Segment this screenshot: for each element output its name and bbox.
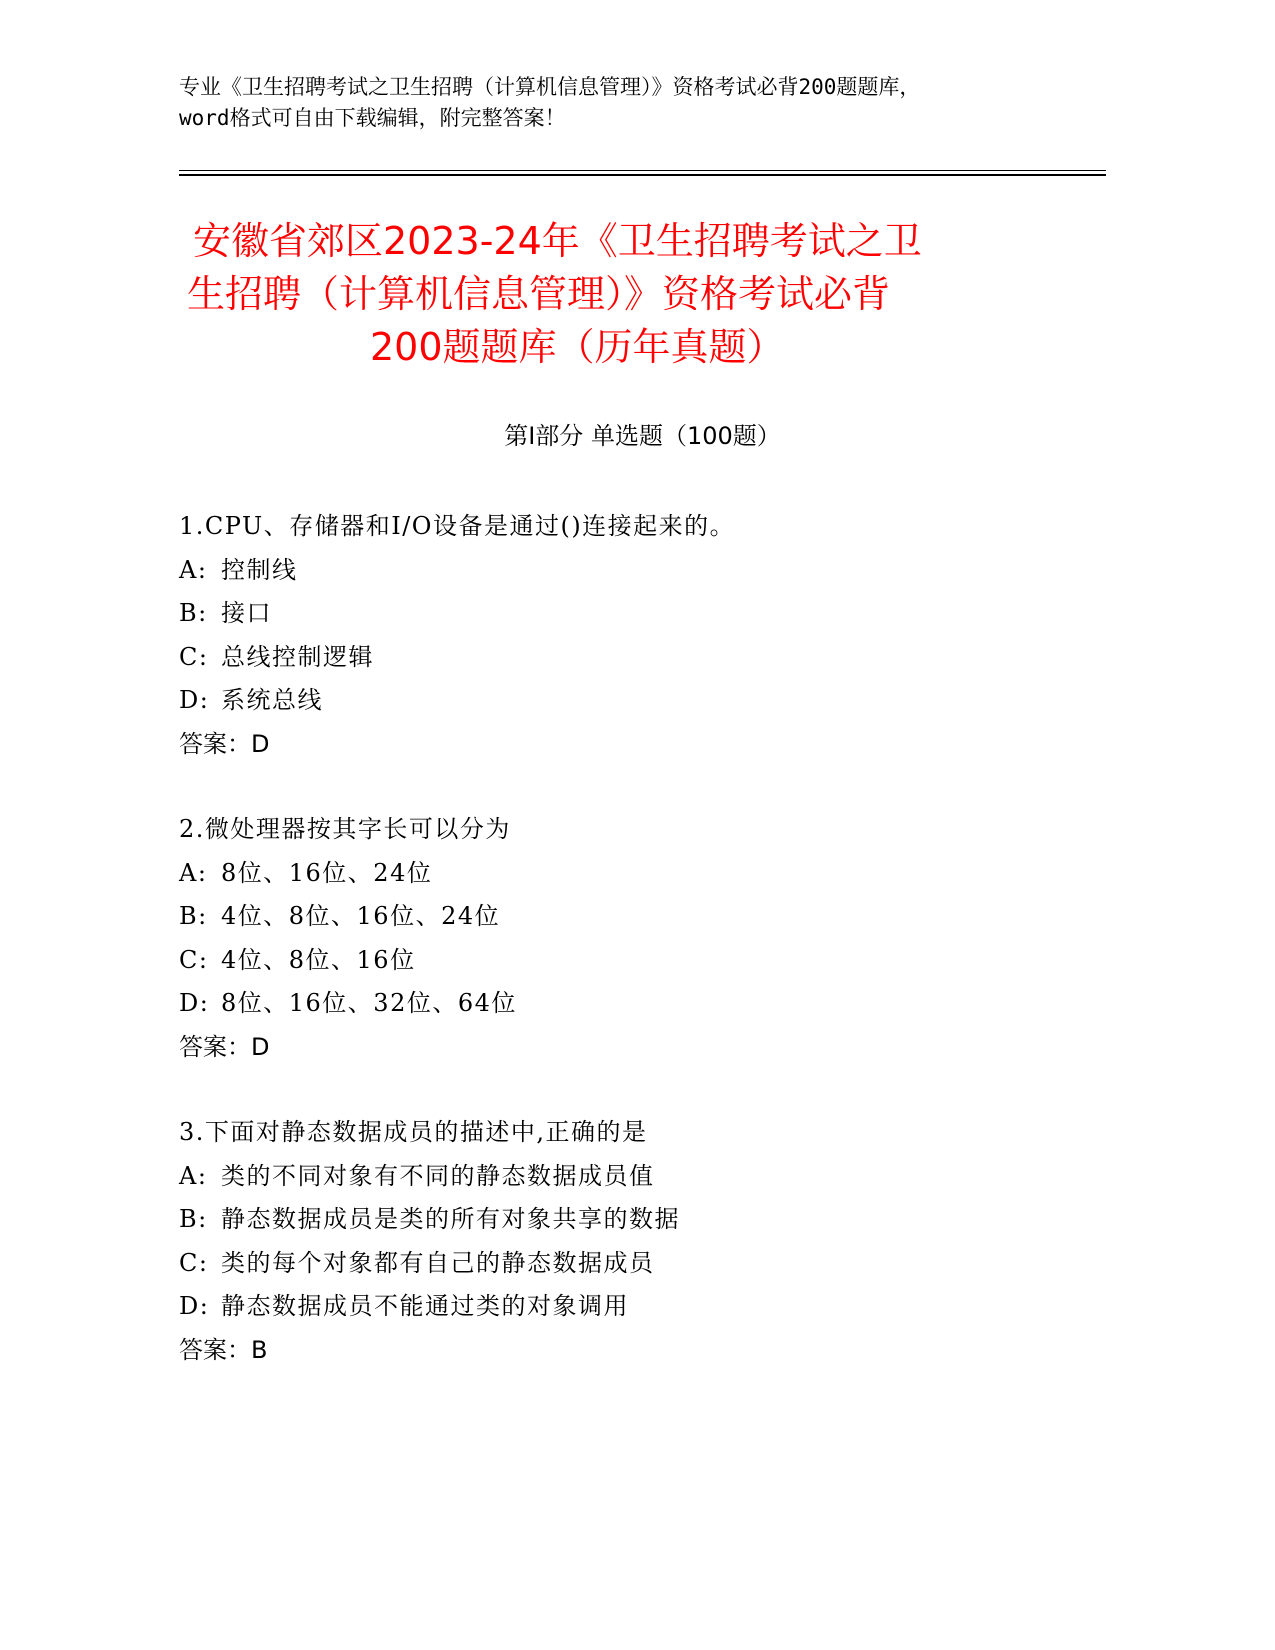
option-d — [179, 679, 1106, 723]
question-stem: 2.微处理器按其字长可以分为 — [179, 815, 511, 843]
option-text: 总线控制逻辑 — [221, 642, 374, 671]
option-letter: C: — [179, 945, 209, 974]
option-text: 静态数据成员是类的所有对象共享的数据 — [221, 1205, 680, 1233]
option-letter: B: — [179, 902, 208, 930]
answer-line: 答案：D — [179, 729, 270, 758]
option-c — [179, 1242, 1106, 1286]
option-letter: D: — [179, 1292, 210, 1320]
question-3 — [179, 1111, 1106, 1372]
question-stem: 3.下面对静态数据成员的描述中,正确的是 — [179, 1118, 648, 1146]
option-b — [179, 1198, 1106, 1242]
section-heading: 第Ⅰ部分 单选题（100题） — [504, 422, 781, 450]
option-b — [179, 895, 1106, 939]
option-text: 类的不同对象有不同的静态数据成员值 — [221, 1161, 655, 1190]
option-letter: D: — [179, 989, 210, 1017]
option-d — [179, 1285, 1106, 1329]
header-divider-thin — [179, 170, 1106, 171]
option-text: 类的每个对象都有自己的静态数据成员 — [221, 1248, 655, 1277]
title-line-2: 生招聘（计算机信息管理）》资格考试必背 — [187, 272, 891, 316]
option-c — [179, 636, 1106, 680]
question-1 — [179, 505, 1106, 766]
option-letter: D: — [179, 686, 210, 714]
intro-line-2: word格式可自由下载编辑，附完整答案！ — [179, 106, 566, 130]
option-a — [179, 852, 1106, 896]
option-letter: A: — [179, 858, 208, 887]
option-c — [179, 939, 1106, 983]
title-line-1: 安徽省郊区2023-24年《卫生招聘考试之卫 — [193, 219, 922, 263]
option-letter: B: — [179, 1205, 208, 1233]
option-text: 4位、8位、16位 — [221, 945, 416, 974]
document-intro — [179, 72, 1109, 134]
option-letter: B: — [179, 599, 208, 627]
option-b — [179, 592, 1106, 636]
option-letter: A: — [179, 555, 208, 584]
option-text: 8位、16位、32位、64位 — [221, 989, 517, 1017]
option-text: 接口 — [221, 599, 272, 627]
document-title — [179, 215, 1106, 374]
question-list — [179, 505, 1106, 1414]
option-letter: C: — [179, 1248, 209, 1277]
option-text: 控制线 — [221, 555, 298, 584]
option-text: 4位、8位、16位、24位 — [221, 902, 501, 930]
title-line-3: 200题题库（历年真题） — [370, 325, 785, 369]
intro-line-1: 专业《卫生招聘考试之卫生招聘（计算机信息管理）》资格考试必背200题题库， — [179, 75, 921, 99]
option-letter: A: — [179, 1161, 208, 1190]
question-2 — [179, 808, 1106, 1069]
answer-line: 答案：B — [179, 1335, 268, 1364]
option-a — [179, 549, 1106, 593]
header-divider-thick — [179, 174, 1106, 176]
option-letter: C: — [179, 642, 209, 671]
option-d — [179, 982, 1106, 1026]
option-a — [179, 1155, 1106, 1199]
option-text: 系统总线 — [221, 686, 323, 714]
answer-line: 答案：D — [179, 1032, 270, 1061]
option-text: 静态数据成员不能通过类的对象调用 — [221, 1292, 629, 1320]
option-text: 8位、16位、24位 — [221, 858, 433, 887]
question-stem: 1.CPU、存储器和I/O设备是通过()连接起来的。 — [179, 512, 736, 540]
